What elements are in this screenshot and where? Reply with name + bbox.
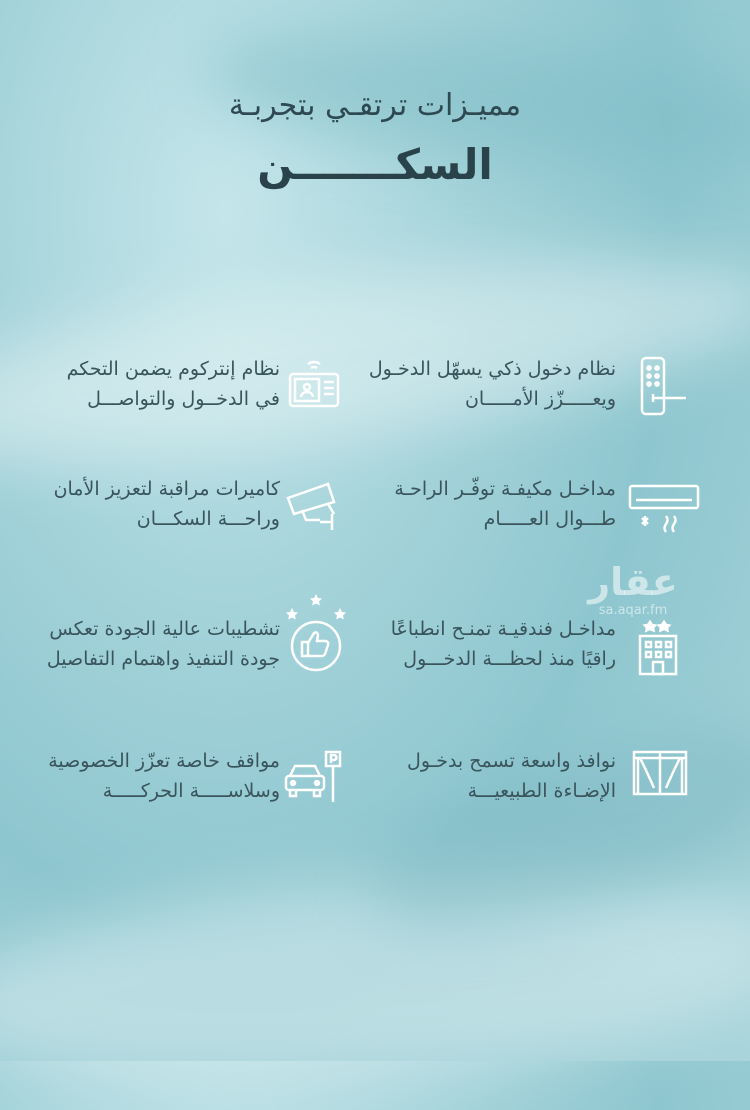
feature-line: مواقف خاصة تعزّز الخصوصية [48,750,280,772]
feature-line: نوافذ واسعة تسمح بدخـول [407,750,616,772]
watermark-logo: عقار [588,560,678,604]
feature-line: نظام دخول ذكي يسهّل الدخـول [368,358,616,380]
feature-line: كاميرات مراقبة لتعزيز الأمان [53,478,280,500]
parking-car-icon [282,746,346,810]
watermark-url: sa.aqar.fm [598,603,668,618]
feature-line: مداخـل فندقيـة تمنـح انطباعًا [390,618,616,640]
feature-high-quality-finishing [46,614,380,694]
feature-line: نظام إنتركوم يضمن التحكم [66,358,280,380]
feature-line: الإضـاءة الطبيعيـــة [467,780,616,802]
feature-line: راقيًا منذ لحظـــة الدخـــول [403,648,616,670]
feature-air-conditioned [378,474,708,554]
feature-line: في الدخــول والتواصـــل [87,388,280,410]
feature-smart-entry [368,354,708,434]
feature-intercom [50,354,380,434]
feature-surveillance [50,474,380,554]
smart-lock-icon [628,354,692,418]
air-conditioner-icon [628,474,692,538]
window-icon [628,746,692,810]
feature-line: وراحـــة السكـــان [136,508,280,530]
feature-line: مداخـل مكيفـة توفّـر الراحـة [394,478,616,500]
feature-line: وسلاســـــة الحركـــــة [102,780,280,802]
feature-line: طـــوال العـــــام [483,508,616,530]
feature-private-parking [50,746,380,826]
aqar-watermark [568,560,698,640]
intercom-icon [282,354,346,418]
feature-wide-windows [378,746,708,826]
heading-line-2: السكـــــــن [257,140,493,189]
feature-line: جودة التنفيذ واهتمام التفاصيل [46,648,280,670]
feature-line: ويعـــــزّز الأمـــــان [464,388,616,410]
feature-line: تشطيبات عالية الجودة تعكس [49,618,280,640]
security-camera-icon [282,474,346,538]
heading-line-1: مميـزات ترتقـي بتجربـة [228,88,522,123]
thumbs-up-stars-icon [276,590,340,654]
